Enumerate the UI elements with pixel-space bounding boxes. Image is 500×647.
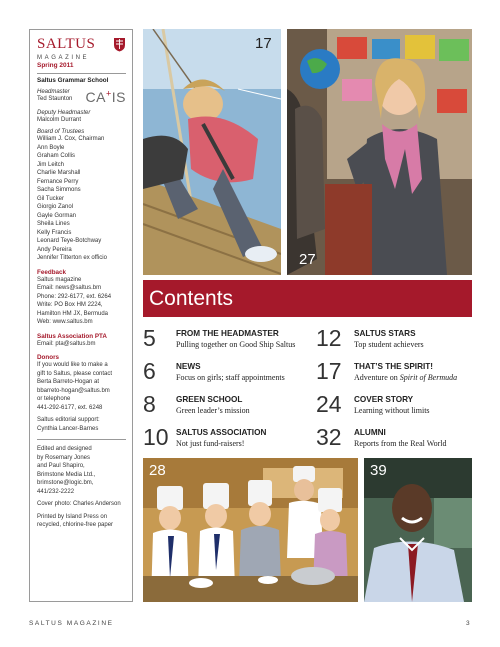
toc-subtitle: Not just fund-raisers! [176, 439, 245, 448]
trustee-item: Gil Tucker [37, 195, 65, 202]
trustee-item: Ann Boyle [37, 144, 65, 151]
design-line: and Paul Shapiro, [37, 463, 85, 470]
toc-entry[interactable] [143, 392, 303, 422]
toc-entry[interactable] [143, 326, 303, 356]
donors-line: or telephone [37, 396, 71, 403]
trustee-item: Charlie Marshall [37, 170, 81, 177]
page-number-badge: 27 [299, 251, 316, 268]
feedback-email-link[interactable]: Email: news@saltus.bm [37, 285, 102, 292]
toc-page-number: 32 [316, 424, 342, 450]
design-line: 441/232-2222 [37, 488, 75, 495]
photo-student-chefs[interactable] [143, 458, 358, 602]
feedback-line: Write: PO Box HM 2224, [37, 302, 103, 309]
issue-date: Spring 2011 [37, 62, 74, 69]
trustee-item: Kelly Francis [37, 229, 72, 236]
editorial-line: Saltus editorial support: [37, 417, 100, 424]
cover-photo-credit: Cover photo: Charles Anderson [37, 501, 121, 508]
alumnus-photo-image [364, 458, 472, 602]
donors-line: Berta Barreto-Hogan at [37, 379, 100, 386]
trustee-item: Gayle Gorman [37, 212, 77, 219]
divider [37, 439, 126, 440]
saltus-logo: SALTUS [37, 36, 96, 52]
donors-email-link[interactable]: bbarreto-hogan@saltus.bm [37, 387, 110, 394]
logo-row [37, 36, 126, 53]
toc-entry[interactable] [143, 425, 303, 455]
toc-entry[interactable] [316, 359, 472, 389]
toc-page-number: 12 [316, 325, 342, 351]
toc-subtitle: Learning without limits [354, 406, 430, 415]
donors-line: 441-292-6177, ext. 6248 [37, 404, 103, 411]
editorial-line: Cynthia Lancer-Barnes [37, 425, 99, 432]
page-number-badge: 28 [149, 462, 166, 479]
feedback-title: Feedback [37, 268, 67, 276]
chefs-photo-image [143, 458, 358, 602]
feedback-line: Saltus magazine [37, 276, 82, 283]
trustee-item: Graham Collis [37, 153, 76, 160]
toc-page-number: 24 [316, 391, 342, 417]
contents-banner [143, 280, 472, 317]
toc-entry[interactable] [143, 359, 303, 389]
donors-line: gift to Saltus, please contact [37, 370, 113, 377]
trustee-item: Sheila Lines [37, 221, 70, 228]
toc-heading: THAT’S THE SPIRIT! [354, 362, 433, 371]
headmaster-title: Headmaster [37, 89, 70, 95]
design-line: Brimstone Media Ltd., [37, 471, 96, 478]
toc-subtitle: Green leader’s mission [176, 406, 250, 415]
toc-subtitle: Adventure on Spirit of Bermuda [354, 373, 458, 382]
toc-page-number: 17 [316, 358, 342, 384]
trustee-item: Sacha Simmons [37, 187, 81, 194]
donors-block [37, 361, 126, 412]
toc-page-number: 10 [143, 424, 169, 450]
photo-alumnus[interactable] [364, 458, 472, 602]
toc-subtitle-italic: Spirit of Bermuda [399, 373, 458, 382]
toc-heading: NEWS [176, 362, 201, 371]
donors-line: If you would like to make a [37, 362, 108, 369]
deputy-title: Deputy Headmaster [37, 109, 91, 116]
printer-credit [37, 513, 126, 530]
trustee-item: Giorgio Zanol [37, 204, 74, 211]
headmaster-row [37, 84, 126, 105]
toc-page-number: 6 [143, 358, 156, 384]
trustee-list [37, 135, 126, 263]
trustee-item: Andy Pereira [37, 246, 72, 253]
trustee-item: William J. Cox, Chairman [37, 136, 105, 143]
trustee-item: Fernance Perry [37, 178, 79, 185]
masthead-sidebar [29, 29, 133, 602]
toc-entry[interactable] [316, 425, 472, 455]
toc-heading: GREEN SCHOOL [176, 395, 243, 404]
toc-subtitle: Focus on girls; staff appointments [176, 373, 285, 382]
photo-teacher-globe[interactable] [287, 29, 472, 275]
pta-title: Saltus Association PTA [37, 332, 107, 340]
divider [37, 73, 126, 74]
toc-heading: FROM THE HEADMASTER [176, 329, 279, 338]
feedback-web-link[interactable]: Web: www.saltus.bm [37, 319, 93, 326]
footer-publication-name: SALTUS MAGAZINE [29, 620, 114, 627]
design-credits [37, 445, 126, 496]
page-number-badge: 17 [255, 35, 272, 52]
photo-sailing[interactable] [143, 29, 281, 275]
donors-title: Donors [37, 354, 60, 362]
trustee-item: Jim Leitch [37, 161, 65, 168]
board-title: Board of Trustees [37, 129, 85, 136]
toc-subtitle: Reports from the Real World [354, 439, 447, 448]
printer-line: Printed by Island Press on [37, 513, 108, 520]
toc-subtitle: Pulling together on Good Ship Saltus [176, 340, 296, 349]
trustee-item: Jennifer Titterton ex officio [37, 255, 107, 262]
toc-entry[interactable] [316, 392, 472, 422]
magazine-label: MAGAZINE [37, 55, 90, 61]
headmaster-name: Ted Staunton [37, 96, 73, 102]
school-name: Saltus Grammar School [37, 77, 109, 84]
toc-heading: ALUMNI [354, 428, 386, 437]
feedback-block [37, 276, 126, 327]
pta-email-link[interactable]: Email: pta@saltus.bm [37, 340, 96, 347]
design-line: Edited and designed [37, 446, 92, 453]
cais-logo: CA+IS [85, 88, 126, 105]
design-line: by Rosemary Jones [37, 454, 91, 461]
deputy-name: Malcolm Durrant [37, 116, 82, 123]
toc-heading: SALTUS STARS [354, 329, 416, 338]
design-email-link[interactable]: brimstone@logic.bm, [37, 480, 94, 487]
toc-heading: COVER STORY [354, 395, 414, 404]
crest-icon [113, 37, 126, 52]
printer-line: recycled, chlorine-free paper [37, 522, 114, 529]
toc-page-number: 5 [143, 325, 156, 351]
feedback-line: Phone: 292-6177, ext. 6264 [37, 293, 112, 300]
sailing-photo-image [143, 29, 281, 275]
editorial-block [37, 416, 126, 433]
page-number-badge: 39 [370, 462, 387, 479]
feedback-line: Hamilton HM JX, Bermuda [37, 310, 109, 317]
footer-page-number: 3 [466, 620, 470, 627]
toc-heading: SALTUS ASSOCIATION [176, 428, 267, 437]
trustee-item: Leonard Teye-Botchway [37, 238, 102, 245]
toc-subtitle: Top student achievers [354, 340, 424, 349]
contents-title: Contents [149, 287, 234, 310]
toc-page-number: 8 [143, 391, 156, 417]
toc-entry[interactable] [316, 326, 472, 356]
teacher-photo-image [287, 29, 472, 275]
